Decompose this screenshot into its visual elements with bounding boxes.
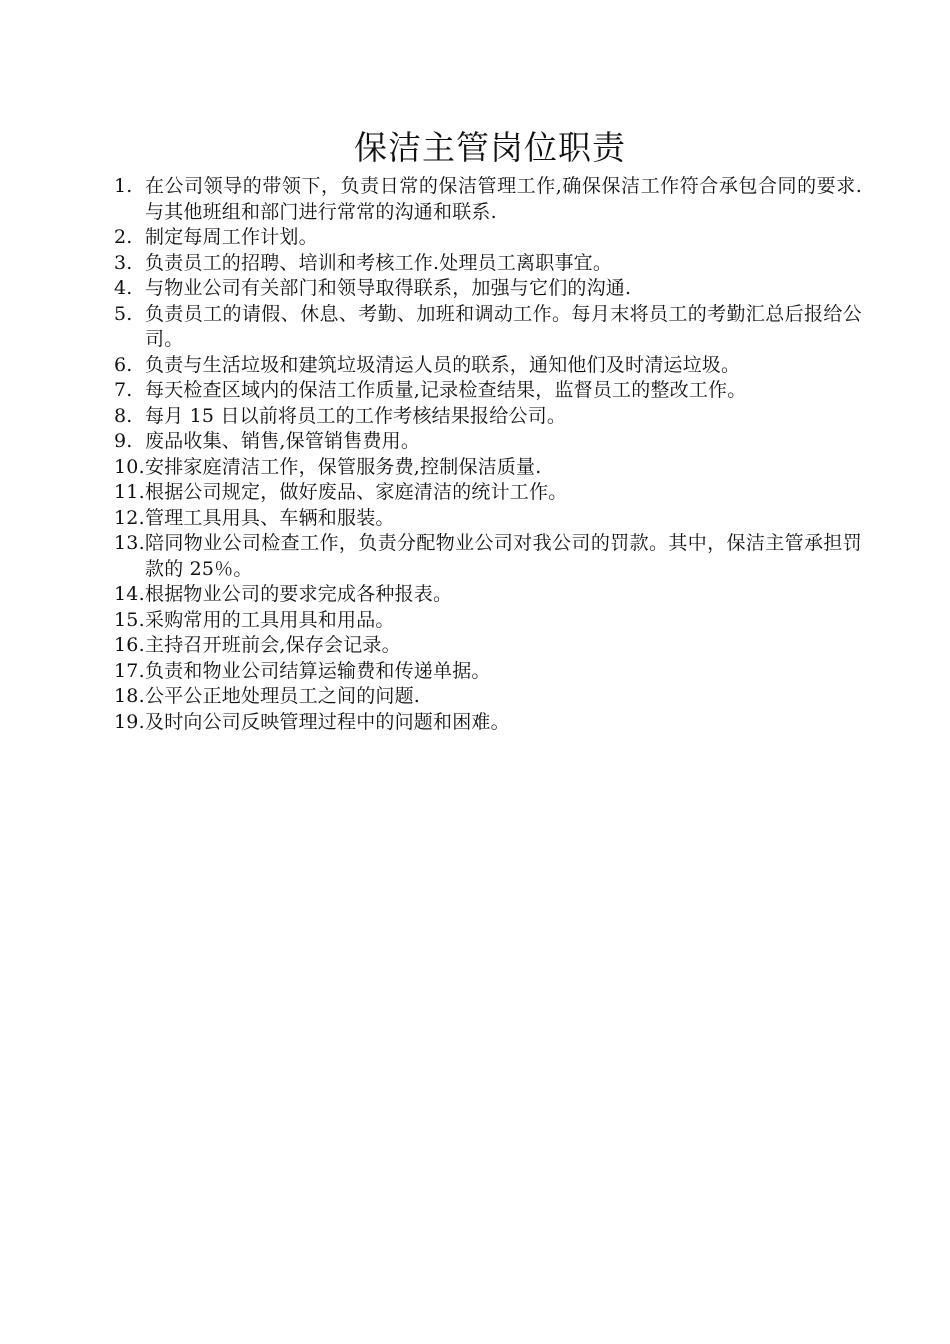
list-item: [114, 455, 862, 481]
list-item: [114, 684, 862, 710]
item-number: 17.: [114, 659, 145, 682]
item-number: 9.: [114, 430, 133, 452]
page-title: 保洁主管岗位职责: [354, 128, 626, 167]
item-text: 每天检查区域内的保洁工作质量,记录检查结果，监督员工的整改工作。: [145, 379, 747, 401]
list-item: [114, 353, 862, 379]
list-item: [114, 251, 862, 277]
list-item: [114, 276, 862, 302]
item-number: 4.: [114, 277, 133, 299]
item-number: 6.: [114, 353, 133, 376]
list-item: [114, 633, 862, 659]
item-text: 负责员工的招聘、培训和考核工作.处理员工离职事宜。: [145, 251, 613, 274]
list-item: [114, 225, 862, 251]
list-item: [114, 531, 862, 582]
item-number: 15.: [114, 608, 145, 631]
list-item: [114, 378, 862, 404]
item-text: 负责与生活垃圾和建筑垃圾清运人员的联系，通知他们及时清运垃圾。: [145, 353, 741, 376]
item-text: 制定每周工作计划。: [145, 226, 318, 248]
duty-list: [114, 174, 862, 735]
item-number: 13.: [114, 532, 145, 554]
item-number: 8.: [114, 404, 133, 427]
item-text: 根据物业公司的要求完成各种报表。: [145, 583, 453, 605]
item-text: 负责和物业公司结算运输费和传递单据。: [145, 659, 491, 682]
item-text: 陪同物业公司检查工作，负责分配物业公司对我公司的罚款。其中，保洁主管承担罚款的 25％。: [145, 532, 862, 580]
list-item: [114, 710, 862, 736]
item-text: 废品收集、销售,保管销售费用。: [145, 430, 421, 452]
item-number: 11.: [114, 481, 145, 503]
item-text: 及时向公司反映管理过程中的问题和困难。: [145, 710, 510, 733]
item-text: 安排家庭清洁工作，保管服务费,控制保洁质量.: [145, 455, 542, 478]
item-text: 公平公正地处理员工之间的问题.: [145, 685, 421, 707]
item-number: 1.: [114, 175, 133, 197]
item-text: 根据公司规定，做好废品、家庭清洁的统计工作。: [145, 481, 568, 503]
list-item: [114, 480, 862, 506]
list-item: [114, 659, 862, 685]
item-number: 19.: [114, 710, 145, 733]
item-text: 主持召开班前会,保存会记录。: [145, 634, 401, 656]
list-item: [114, 302, 862, 353]
item-text: 每月 15 日以前将员工的工作考核结果报给公司。: [145, 404, 567, 427]
list-item: [114, 608, 862, 634]
item-text: 采购常用的工具用具和用品。: [145, 608, 395, 631]
item-text: 负责员工的请假、休息、考勤、加班和调动工作。每月末将员工的考勤汇总后报给公司。: [145, 302, 862, 350]
list-item: [114, 506, 862, 532]
list-item: [114, 404, 862, 430]
item-text: 在公司领导的带领下，负责日常的保洁管理工作,确保保洁工作符合承包合同的要求.与其他班组和部门进行常常的沟通和联系.: [145, 175, 862, 223]
item-number: 16.: [114, 634, 145, 656]
item-number: 18.: [114, 685, 145, 707]
list-item: [114, 174, 862, 225]
item-number: 12.: [114, 506, 145, 529]
item-number: 7.: [114, 379, 133, 401]
list-item: [114, 582, 862, 608]
item-number: 3.: [114, 251, 133, 274]
item-text: 与物业公司有关部门和领导取得联系，加强与它们的沟通.: [145, 277, 632, 299]
item-number: 10.: [114, 455, 145, 478]
item-number: 5.: [114, 302, 133, 325]
list-item: [114, 429, 862, 455]
item-number: 2.: [114, 226, 133, 248]
item-text: 管理工具用具、车辆和服装。: [145, 506, 395, 529]
item-number: 14.: [114, 583, 145, 605]
